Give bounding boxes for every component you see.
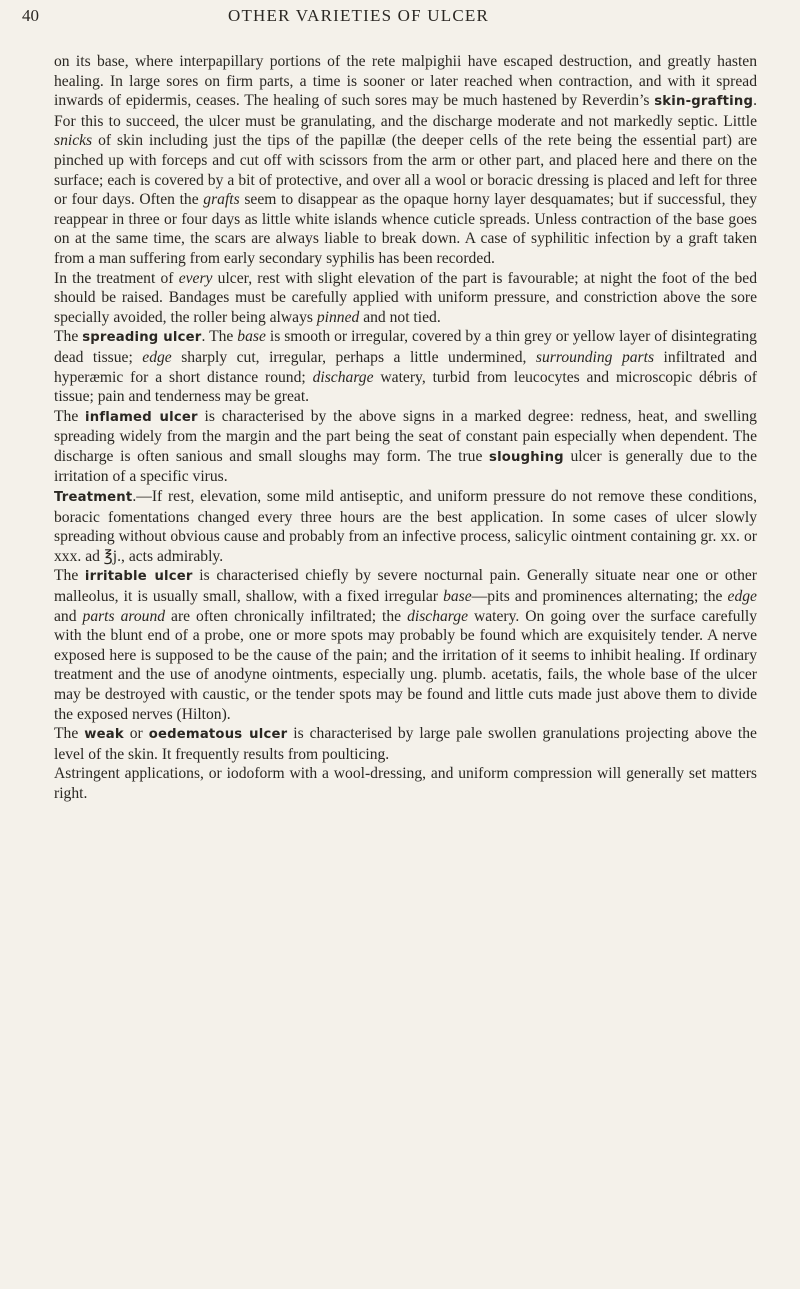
italic-term: grafts bbox=[203, 191, 240, 209]
italic-term: base bbox=[443, 588, 472, 606]
text-run: watery. On going over the surface carefully with the blunt end of a probe, one or more spots may probably be found which are exquisitely tender. A nerve exposed here is supposed to be the cause of the pain; and the irritation of it seems to inhibit healing. If ordinary treatment and the use of anodyne ointments, especially ung. plumb. acetatis, fails, the whole base of the ulcer may be destroyed with caustic, or the tender spots may be found and little cuts made just above them to divide the exposed nerves (Hilton). bbox=[54, 607, 757, 723]
bold-term: irritable ulcer bbox=[84, 569, 193, 585]
text-run: —pits and prominences alternating; the bbox=[471, 588, 728, 606]
text-run: and bbox=[54, 607, 83, 625]
bold-term: inflamed ulcer bbox=[85, 409, 198, 425]
paragraph bbox=[54, 407, 757, 487]
bold-term: weak bbox=[84, 727, 124, 743]
text-run: and not tied. bbox=[359, 308, 441, 326]
text-run: The bbox=[54, 407, 86, 425]
italic-term: discharge bbox=[407, 607, 468, 625]
italic-term: every bbox=[178, 269, 213, 287]
page-number: 40 bbox=[22, 6, 39, 25]
running-title: OTHER VARIETIES OF ULCER bbox=[228, 6, 489, 25]
paragraph bbox=[54, 487, 757, 566]
bold-term: skin-grafting bbox=[654, 94, 754, 110]
text-run: is characterised by the above signs in a marked degree: redness, heat, and swelling spreading widely from the margin and the part being the seat of constant pain especially when dependent. The discharge is often sanious and small sloughs may form. The true bbox=[54, 407, 757, 465]
text-run: .—If rest, elevation, some mild antiseptic, and uniform pressure do not remove these conditions, boracic fomentations changed every three hours are the best application. In some cases of ulcer slowly spreading without obvious cause and probably from an infective process, salicylic ointment containing gr. xx. or xxx. ad ℥j., acts admirably. bbox=[54, 488, 757, 565]
bold-term: oedematous ulcer bbox=[148, 727, 288, 743]
text-run: In the treatment of bbox=[54, 269, 179, 287]
paragraph bbox=[54, 327, 757, 406]
text-run: watery, turbid from leucocytes and microscopic débris of tissue; pain and tenderness may be great. bbox=[54, 368, 757, 406]
text-run: ulcer is generally due to the irritation of a specific virus. bbox=[54, 447, 757, 486]
text-run: The bbox=[54, 725, 85, 743]
text-run: is smooth or irregular, covered by a thin grey or yellow layer of disintegrating dead tissue; bbox=[54, 328, 757, 366]
text-run: infiltrated and hyperæmic for a short distance round; bbox=[54, 348, 758, 386]
bold-term: sloughing bbox=[489, 449, 564, 465]
text-run: is characterised by large pale swollen granulations projecting above the level of the skin. It frequently results from poulticing. bbox=[54, 725, 757, 763]
paragraph bbox=[54, 566, 757, 724]
text-run: or bbox=[123, 725, 149, 743]
italic-term: pinned bbox=[316, 308, 360, 326]
text-run: The bbox=[54, 567, 85, 585]
text-run: on its base, where interpapillary portions of the rete malpighii have escaped destruction, and greatly hasten healing. In large sores on firm parts, a time is sooner or later reached when contraction, and with it spread inwards of epidermis, ceases. The healing of such sores may be much hastened by Reverdin’s bbox=[54, 53, 757, 110]
text-run: is characterised chiefly by severe nocturnal pain. Generally situate near one or other malleolus, it is usually small, shallow, with a fixed irregular bbox=[54, 567, 757, 606]
bold-term: Treatment bbox=[54, 490, 133, 506]
page-header bbox=[22, 6, 740, 28]
bold-term: spreading ulcer bbox=[82, 330, 202, 346]
text-run: are often chronically infiltrated; the bbox=[165, 607, 408, 625]
text-run: . The bbox=[201, 328, 238, 346]
text-run: Astringent applications, or iodoform with a wool-dressing, and uniform compression will generally set matters right. bbox=[54, 765, 757, 802]
text-run: The bbox=[54, 328, 83, 346]
paragraph bbox=[54, 269, 757, 328]
text-run: seem to disappear as the opaque horny layer desquamates; but if successful, they reappear in three or four days as little white islands whence cuticle spreads. Unless contraction of the base goes on at the same time, the scars are always liable to break down. A case of syphilitic infection by a graft taken from a man suffering from early secondary syphilis has been recorded. bbox=[54, 191, 757, 267]
text-run: sharply cut, irregular, perhaps a little undermined, bbox=[171, 348, 536, 366]
italic-term: surrounding parts bbox=[535, 348, 655, 366]
italic-term: edge bbox=[727, 588, 757, 606]
italic-term: discharge bbox=[312, 368, 374, 386]
body-text bbox=[54, 52, 757, 804]
italic-term: base bbox=[237, 328, 266, 346]
text-run: . For this to succeed, the ulcer must be granulating, and the discharge moderate and not markedly septic. Little bbox=[54, 92, 757, 130]
text-run: of skin including just the tips of the papillæ (the deeper cells of the rete being the essential part) are pinched up with forceps and cut off with scissors from the arm or other part, and placed here and there on the surface; each is covered by a bit of protective, and over all a wool or boracic dressing is placed and left for three or four days. Often the bbox=[54, 132, 757, 209]
paragraph bbox=[54, 764, 757, 803]
italic-term: parts around bbox=[82, 607, 166, 625]
italic-term: edge bbox=[142, 348, 172, 366]
italic-term: snicks bbox=[54, 132, 93, 150]
paragraph bbox=[54, 52, 757, 269]
text-run: ulcer, rest with slight elevation of the part is favourable; at night the foot of the bed should be raised. Bandages must be carefully applied with uniform pressure, and constriction above the sore specially avoided, the roller being always bbox=[54, 269, 757, 326]
paragraph bbox=[54, 724, 757, 764]
